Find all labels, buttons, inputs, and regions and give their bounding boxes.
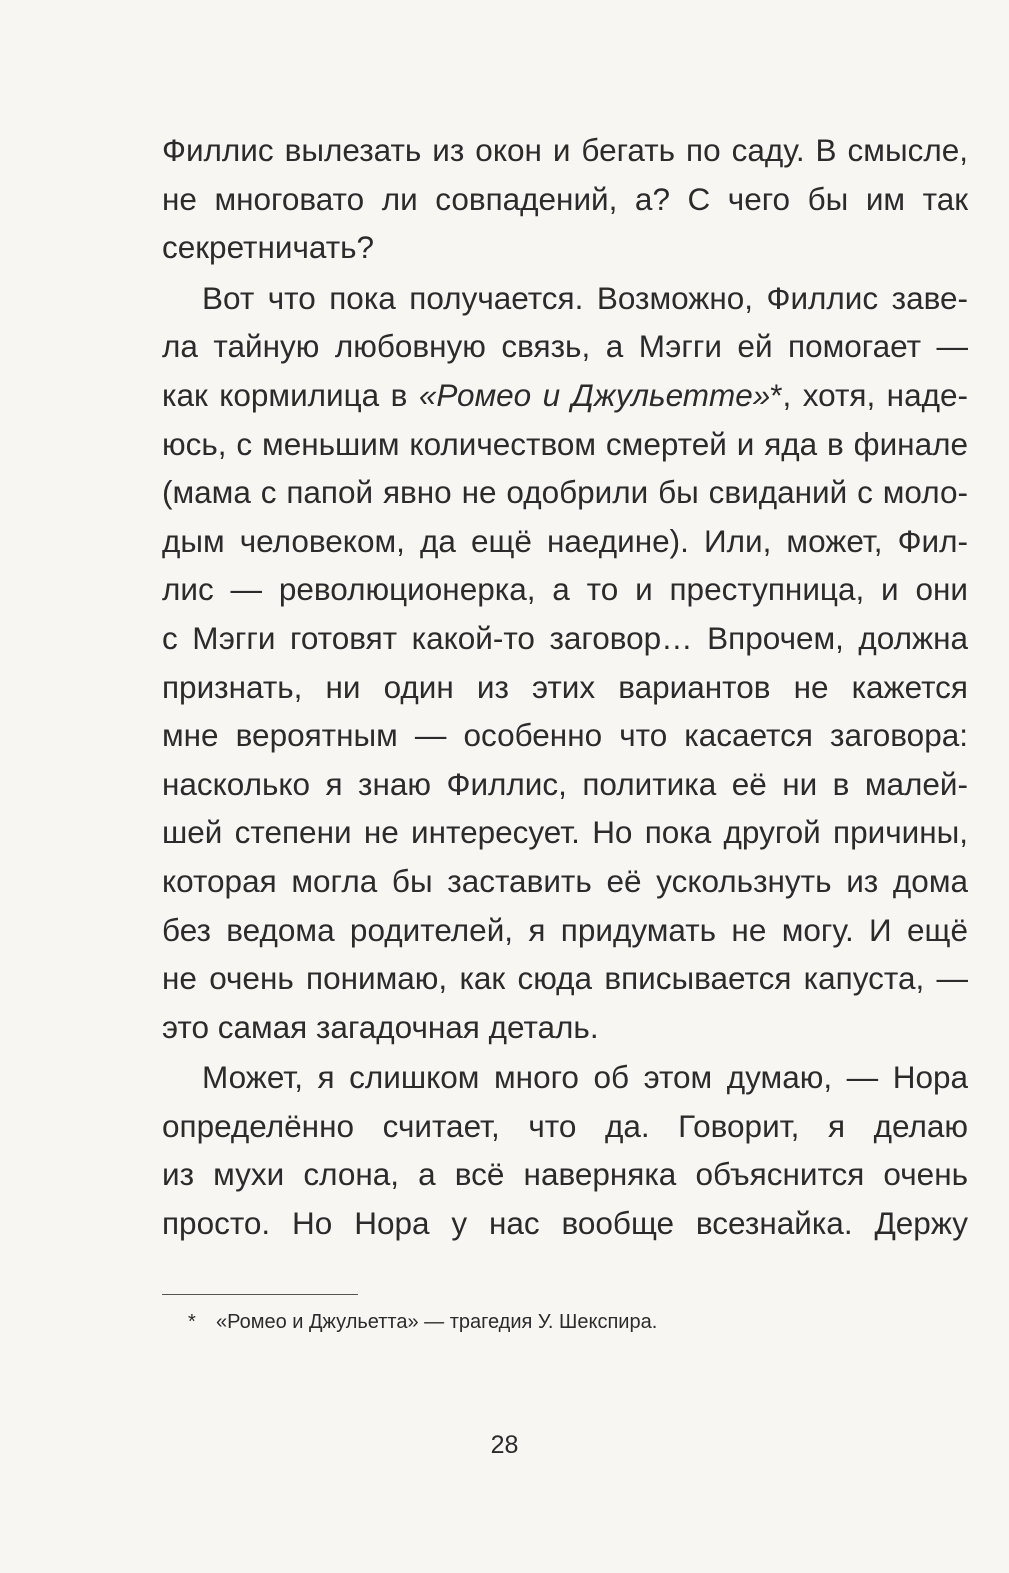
footnote-mark: * — [188, 1311, 196, 1333]
text-line: с Мэгги готовят какой-то заговор… Впрочем, должна — [162, 619, 968, 656]
text-line-with-title — [162, 371, 968, 420]
footnote — [188, 1307, 657, 1337]
footnote-divider — [162, 1294, 358, 1295]
text-line: не очень понимаю, как сюда вписывается капуста, — — [162, 960, 968, 997]
text-line: Может, я слишком много об этом думаю, — Нора — [202, 1059, 968, 1096]
footnote-ref-fragment: *, хотя, наде- — [770, 376, 968, 413]
text-line: без ведома родителей, я придумать не могу. И ещё — [162, 911, 968, 948]
text-line: шей степени не интересует. Но пока другой причины, — [162, 814, 968, 851]
page-number: 28 — [490, 1431, 519, 1459]
paragraph-3 — [162, 1053, 968, 1247]
text-line: признать, ни один из этих вариантов не кажется — [162, 668, 968, 705]
text-line: дым человеком, да ещё наедине). Или, может, Фил- — [162, 522, 968, 559]
text-line: секретничать? — [162, 229, 375, 266]
text-line: из мухи слона, а всё наверняка объяснится очень — [162, 1156, 968, 1193]
text-line: мне вероятным — особенно что касается заговора: — [162, 717, 968, 754]
text-line: это самая загадочная деталь. — [162, 1008, 599, 1045]
text-line: определённо считает, что да. Говорит, я делаю — [162, 1107, 968, 1144]
italic-title: «Ромео и Джульетте» — [418, 376, 771, 413]
footnote-text: «Ромео и Джульетта» — трагедия У. Шекспира. — [216, 1311, 658, 1333]
text-line: которая могла бы заставить её ускользнуть из дома — [162, 862, 968, 899]
text-line: не многовато ли совпадений, а? С чего бы им так — [162, 180, 968, 217]
text-fragment: как кормилица в — [162, 376, 419, 413]
paragraph-1 — [162, 126, 968, 272]
text-line: лис — революционерка, а то и преступница, и они — [162, 571, 968, 608]
body-text — [162, 126, 968, 1250]
text-line: Филлис вылезать из окон и бегать по саду. В смысле, — [162, 132, 968, 168]
paragraph-2 — [162, 274, 968, 1052]
text-line: насколько я знаю Филлис, политика её ни в малей- — [162, 765, 968, 802]
text-line: (мама с папой явно не одобрили бы свиданий с моло- — [162, 474, 968, 511]
text-line: юсь, с меньшим количеством смертей и яда в финале — [162, 425, 968, 462]
text-line: Вот что пока получается. Возможно, Филлис заве- — [202, 279, 968, 316]
text-line: просто. Но Нора у нас вообще всезнайка. Держу — [162, 1205, 968, 1242]
text-line: ла тайную любовную связь, а Мэгги ей помогает — — [162, 328, 968, 365]
